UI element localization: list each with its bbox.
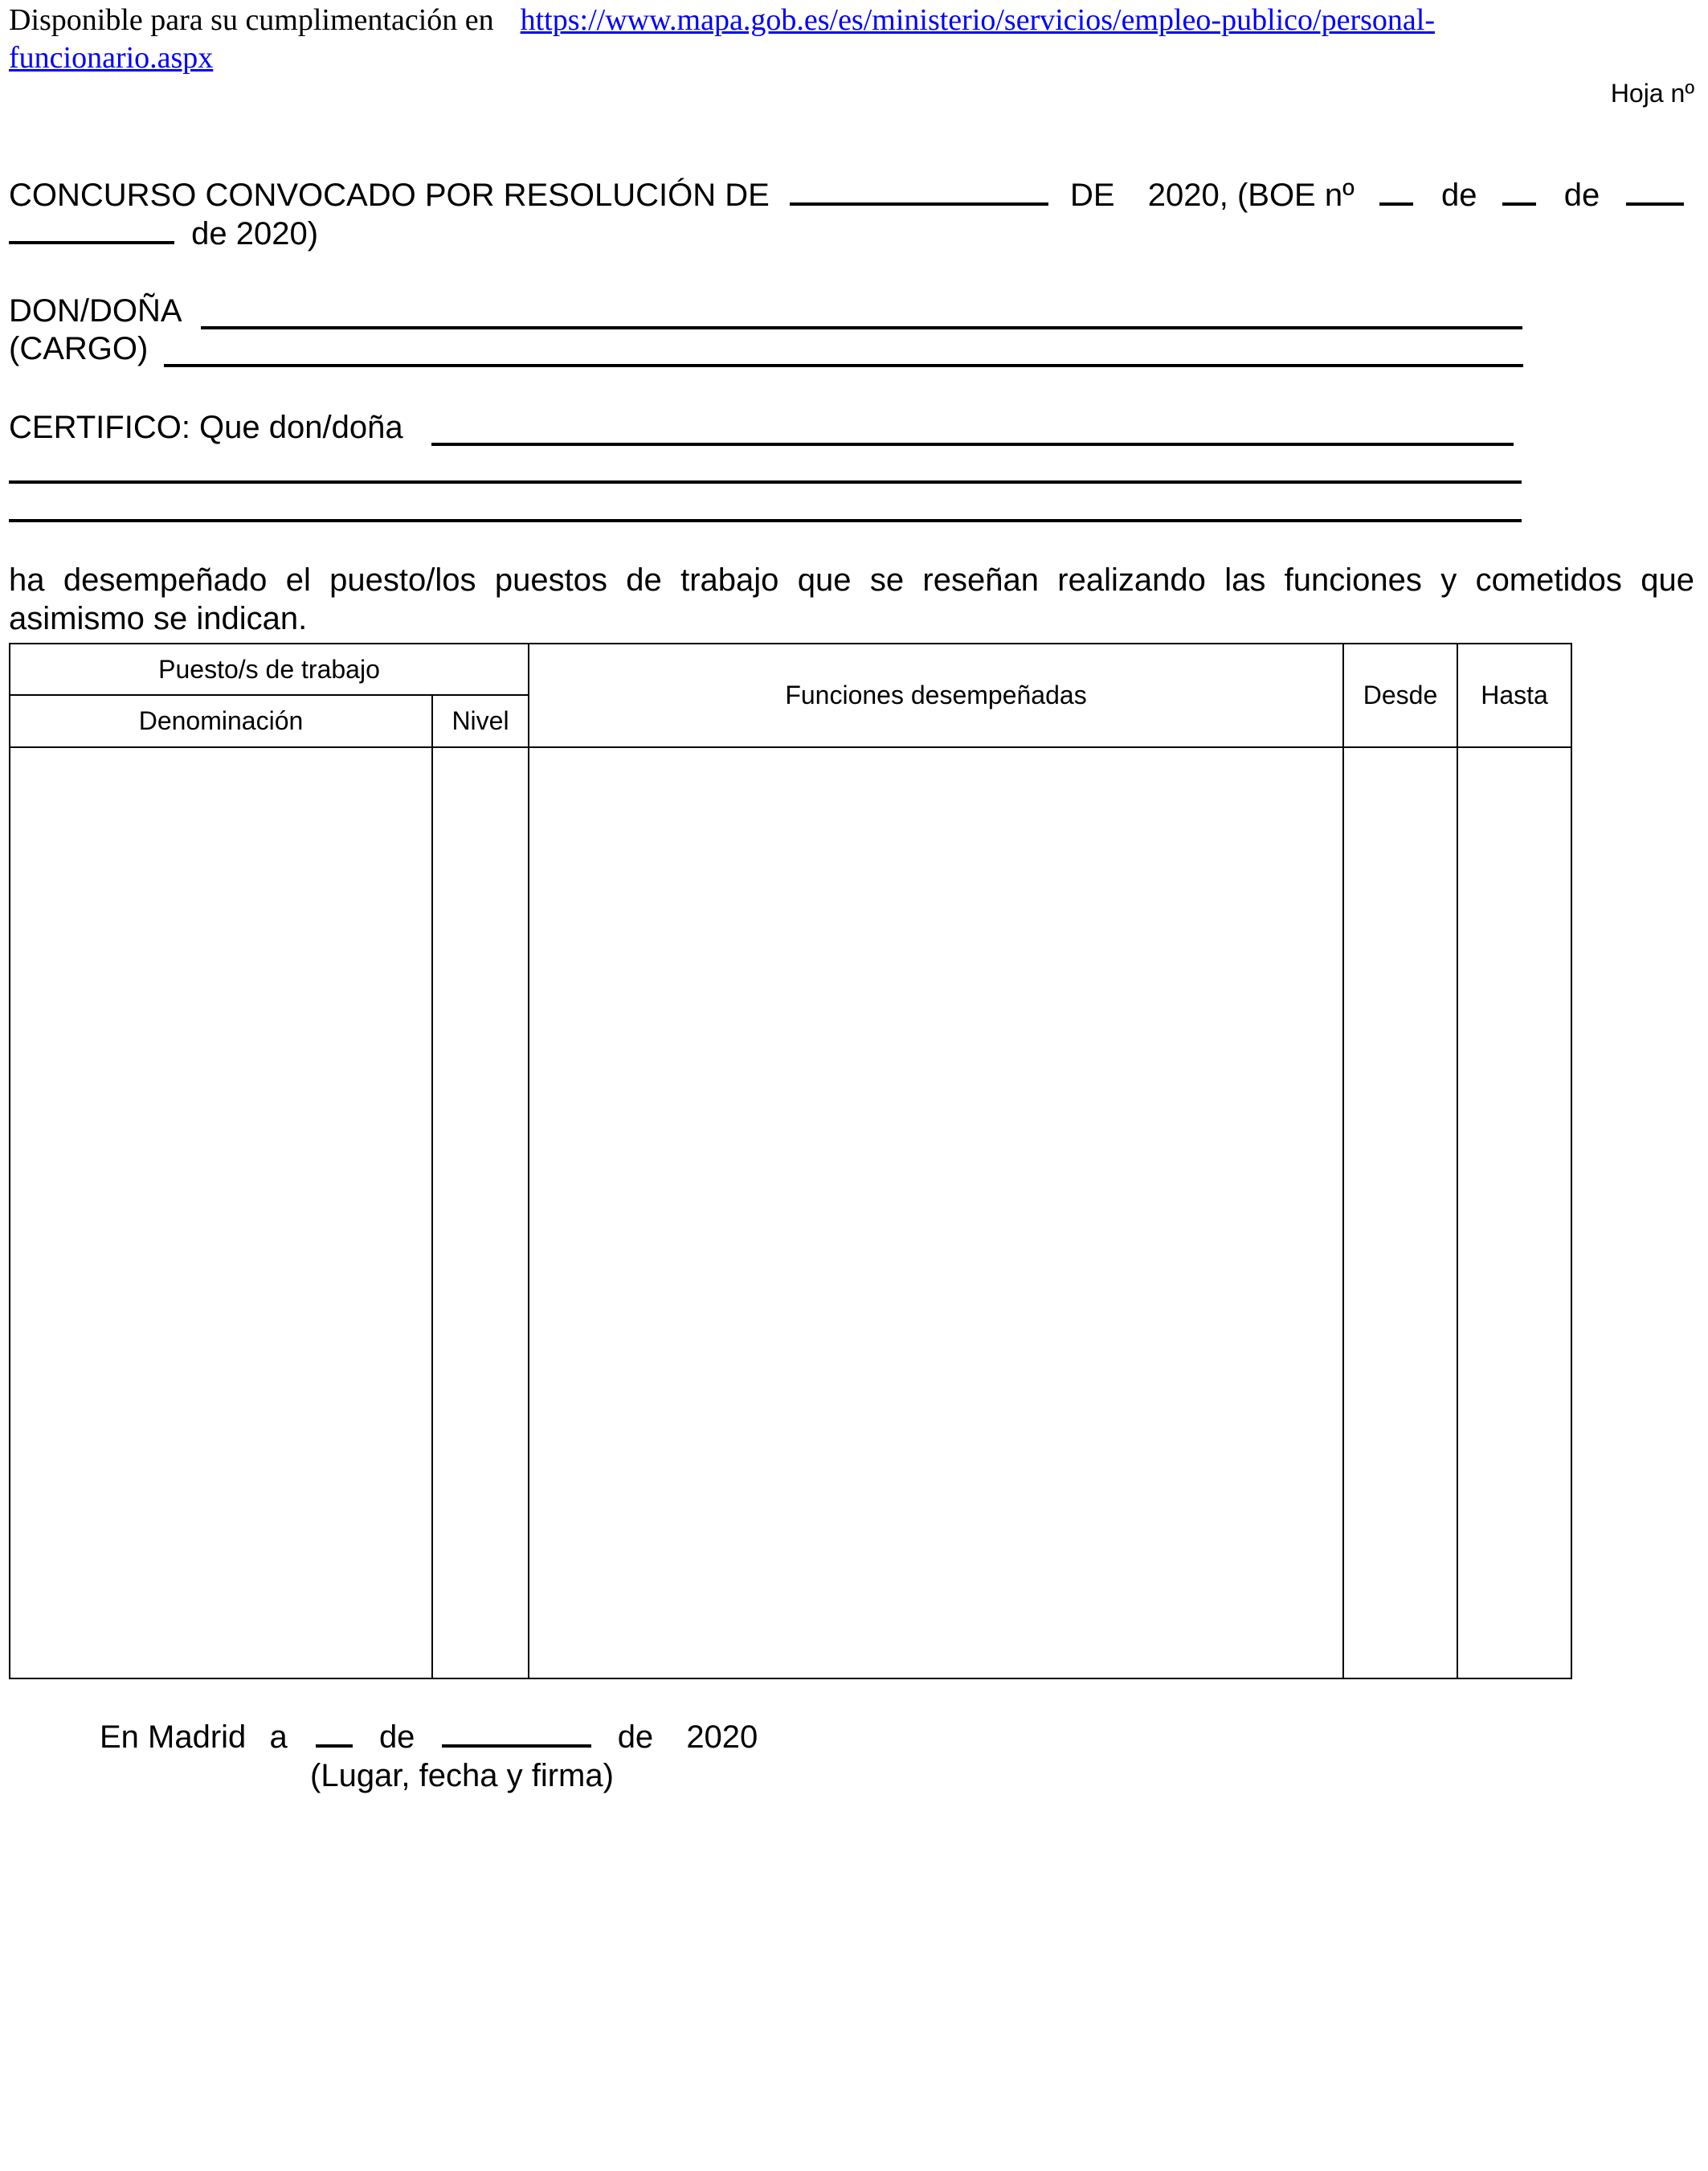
boe-number-blank[interactable] bbox=[1379, 178, 1413, 206]
statement-word: el bbox=[285, 562, 311, 598]
statement-word: que bbox=[797, 562, 852, 598]
form-url-link[interactable]: https://www.mapa.gob.es/es/ministerio/servicios/empleo-publico/personal- bbox=[520, 3, 1435, 37]
header-nivel: Nivel bbox=[432, 695, 529, 747]
concurso-line bbox=[9, 178, 1684, 214]
statement-word: desempeñado bbox=[63, 562, 268, 598]
month-blank[interactable] bbox=[442, 1720, 591, 1748]
header-puestos-de-trabajo: Puesto/s de trabajo bbox=[10, 644, 529, 695]
form-url-link-continued[interactable]: funcionario.aspx bbox=[9, 41, 214, 75]
signature-place-date-line bbox=[100, 1719, 758, 1756]
concurso-text-5: de bbox=[1563, 178, 1600, 213]
don-name-blank[interactable] bbox=[201, 326, 1522, 329]
header-funciones: Funciones desempeñadas bbox=[529, 644, 1343, 747]
statement-word: cometidos bbox=[1475, 562, 1622, 598]
concurso-text-2: DE bbox=[1070, 178, 1115, 213]
boe-day-blank[interactable] bbox=[1502, 178, 1536, 206]
concurso-text-4: de bbox=[1440, 178, 1477, 213]
cargo-blank[interactable] bbox=[164, 364, 1523, 367]
signature-caption: (Lugar, fecha y firma) bbox=[310, 1758, 614, 1793]
statement-word: realizando bbox=[1057, 562, 1206, 598]
cell-denominacion[interactable] bbox=[10, 747, 432, 1678]
don-label: DON/DOÑA bbox=[9, 293, 182, 329]
statement-word: ha bbox=[9, 562, 45, 598]
cell-hasta[interactable] bbox=[1457, 747, 1571, 1678]
boe-month-blank[interactable] bbox=[1626, 178, 1684, 206]
cell-nivel[interactable] bbox=[432, 747, 529, 1678]
statement-line-1 bbox=[9, 562, 1694, 599]
header-denominacion: Denominación bbox=[10, 695, 432, 747]
positions-table bbox=[9, 643, 1572, 1679]
sheet-number-label: Hoja nº bbox=[1610, 79, 1694, 108]
statement-word: y bbox=[1440, 562, 1457, 598]
concurso-text-6: de 2020) bbox=[191, 216, 319, 251]
concurso-text-3: 2020, (BOE nº bbox=[1147, 178, 1355, 213]
header-hasta: Hasta bbox=[1457, 644, 1571, 747]
boe-month-blank-continued[interactable] bbox=[9, 217, 174, 244]
concurso-line-2 bbox=[9, 216, 318, 252]
day-blank[interactable] bbox=[316, 1720, 353, 1748]
de-text-2: de bbox=[617, 1719, 654, 1755]
certifico-name-blank[interactable] bbox=[431, 443, 1514, 446]
header-desde: Desde bbox=[1343, 644, 1457, 747]
year-text: 2020 bbox=[686, 1719, 758, 1755]
statement-word: las bbox=[1224, 562, 1266, 598]
cargo-label: (CARGO) bbox=[9, 331, 149, 366]
statement-word: de bbox=[626, 562, 662, 598]
cell-funciones[interactable] bbox=[529, 747, 1343, 1678]
statement-word: que bbox=[1641, 562, 1694, 598]
a-text: a bbox=[269, 1719, 288, 1755]
en-madrid-text: En Madrid bbox=[100, 1719, 247, 1755]
availability-text: Disponible para su cumplimentación en bbox=[9, 3, 494, 37]
certifico-blank-line-3[interactable] bbox=[9, 519, 1522, 522]
concurso-text-1: CONCURSO CONVOCADO POR RESOLUCIÓN DE bbox=[9, 178, 770, 213]
statement-word: puestos bbox=[494, 562, 607, 598]
resolution-date-blank[interactable] bbox=[790, 178, 1048, 206]
statement-word: puesto/los bbox=[329, 562, 476, 598]
statement-word: trabajo bbox=[680, 562, 779, 598]
availability-line bbox=[9, 2, 1435, 39]
certifico-blank-line-2[interactable] bbox=[9, 480, 1522, 484]
certifico-label: CERTIFICO: Que don/doña bbox=[9, 410, 403, 445]
de-text-1: de bbox=[378, 1719, 415, 1755]
cell-desde[interactable] bbox=[1343, 747, 1457, 1678]
statement-word: funciones bbox=[1284, 562, 1422, 598]
statement-word: se bbox=[869, 562, 905, 598]
statement-word: reseñan bbox=[922, 562, 1039, 598]
statement-line-2: asimismo se indican. bbox=[9, 601, 308, 636]
